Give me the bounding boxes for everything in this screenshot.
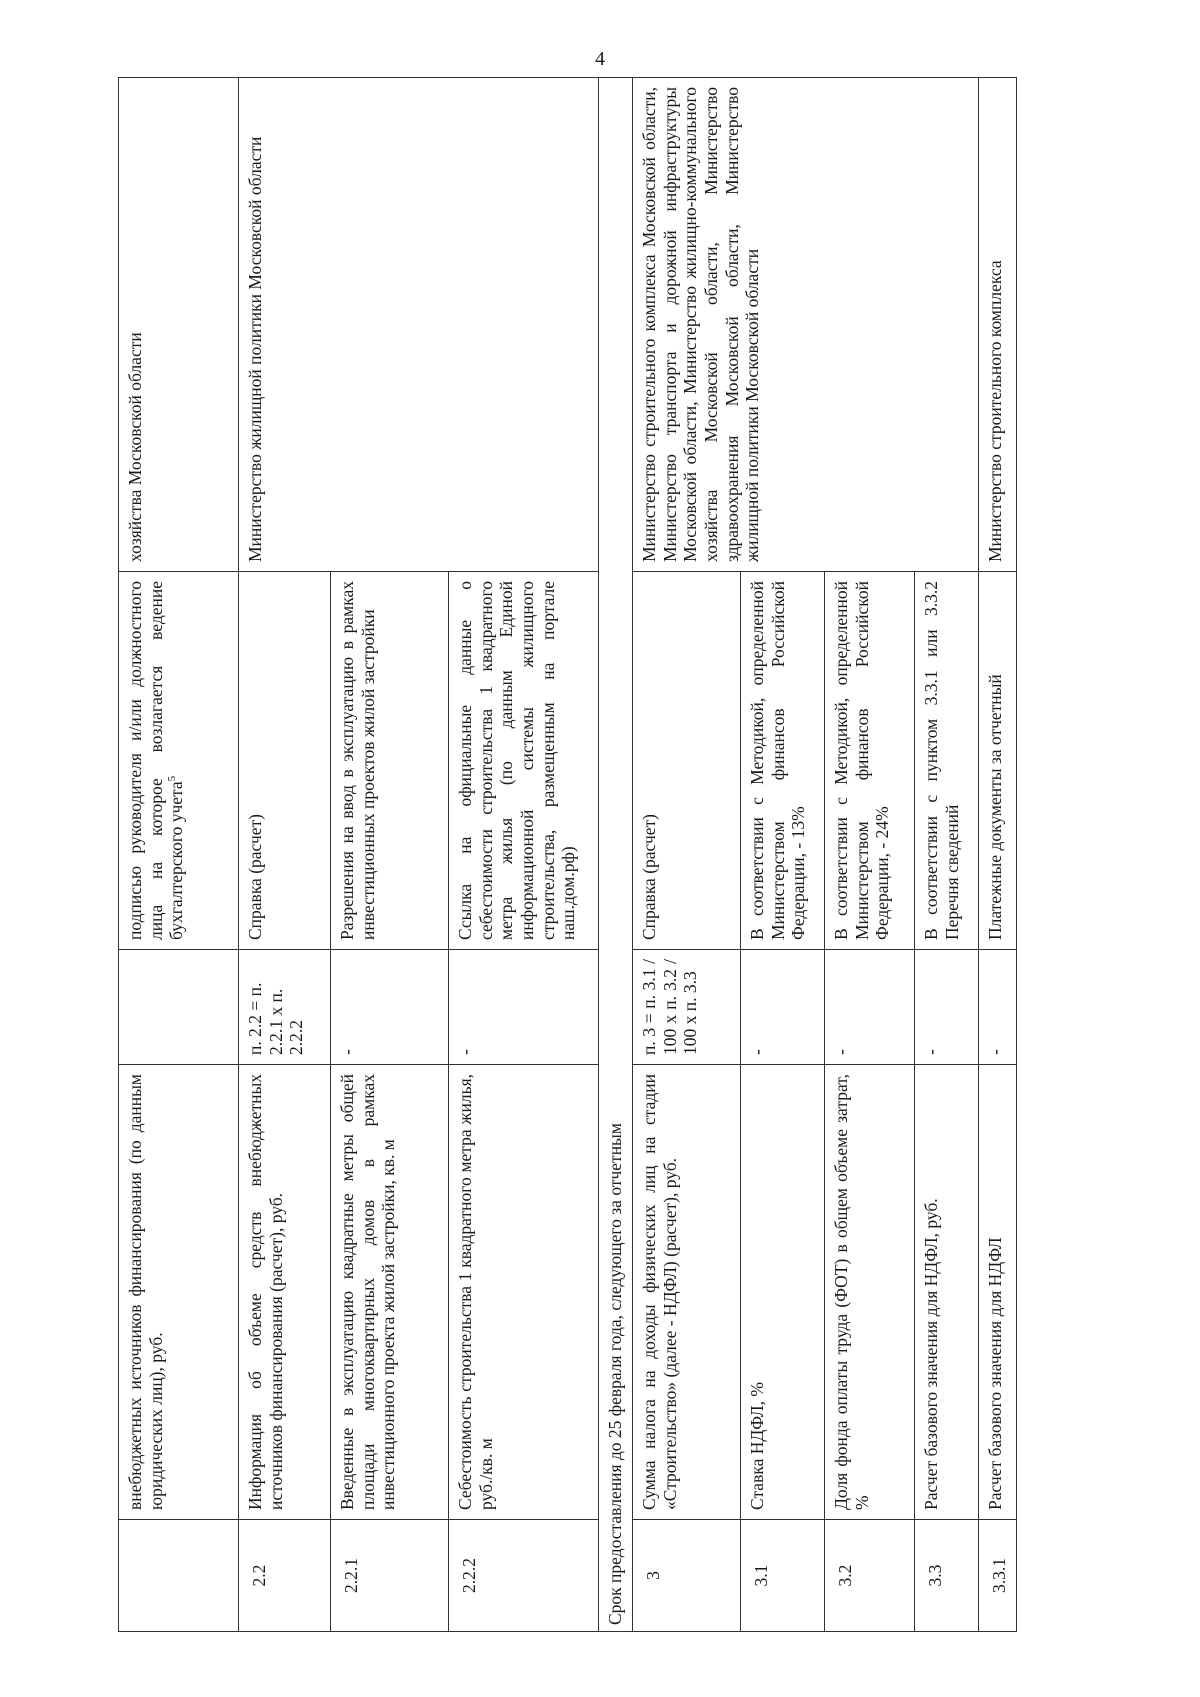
source-cell: Справка (расчет)	[633, 572, 741, 950]
indicator-name: внебюджетных источников финансирования (по данным юридических лиц), руб.	[119, 1065, 239, 1520]
source-cell: В соответствии с пунктом 3.3.1 или 3.3.2 Перечня сведений	[915, 572, 979, 950]
indicator-name: Информация об объеме средств внебюджетных источников финансирования (расчет), руб.	[239, 1065, 331, 1520]
row-number: 3.3	[915, 1520, 979, 1632]
table-row	[979, 78, 1017, 1632]
formula-cell: -	[449, 950, 599, 1065]
formula-cell: п. 3 = п. 3.1 / 100 x п. 3.2 / 100 x п. 3.3	[633, 950, 741, 1065]
page-number: 4	[595, 48, 605, 70]
source-cell: Справка (расчет)	[239, 572, 331, 950]
section-row	[599, 78, 633, 1632]
source-cell: В соответствии с Методикой, определенной Министерством финансов Российской Федерации, - 13%	[741, 572, 825, 950]
table-row	[119, 78, 239, 1632]
formula-cell	[119, 950, 239, 1065]
indicator-name: Введенные в эксплуатацию квадратные метры общей площади многоквартирных домов в рамках инвестиционного проекта жилой застройки, кв. м	[331, 1065, 449, 1520]
formula-cell: -	[979, 950, 1017, 1065]
source-cell: Ссылка на официальные данные о себестоимости строительства 1 квадратного метра жилья (по данным Единой информационной системы жилищного строительства, размещенным на портале наш.дом.рф)	[449, 572, 599, 950]
table-row	[633, 78, 741, 1632]
row-number: 3.2	[825, 1520, 915, 1632]
indicator-name: Сумма налога на доходы физических лиц на стадии «Строительство» (далее - НДФЛ) (расчет), руб.	[633, 1065, 741, 1520]
source-text: подписью руководителя и/или должностного лица на которое возлагается ведение бухгалтерского учета	[125, 581, 187, 940]
row-number: 2.2	[239, 1520, 331, 1632]
formula-cell: п. 2.2 = п. 2.2.1 x п. 2.2.2	[239, 950, 331, 1065]
formula-cell: -	[915, 950, 979, 1065]
rotated-table-container	[118, 78, 1148, 1632]
source-cell: Разрешения на ввод в эксплуатацию в рамках инвестиционных проектов жилой застройки	[331, 572, 449, 950]
org-cell: Министерство строительного комплекса Московской области, Министерство транспорта и дорожной инфраструктуры Московской области, Министерство жилищно-коммунального хозяйства Московской области, Министерство здравоохранения Московской области, Министерство жилищной политики Московской области	[633, 78, 979, 572]
org-cell: хозяйства Московской области	[119, 78, 239, 572]
org-cell: Министерство жилищной политики Московской области	[239, 78, 599, 572]
row-number	[119, 1520, 239, 1632]
source-cell: В соответствии с Методикой, определенной Министерством финансов Российской Федерации, - 24%	[825, 572, 915, 950]
indicator-name: Расчет базового значения для НДФЛ, руб.	[915, 1065, 979, 1520]
table-row	[239, 78, 331, 1632]
formula-cell: -	[825, 950, 915, 1065]
formula-cell: -	[741, 950, 825, 1065]
indicator-name: Себестоимость строительства 1 квадратного метра жилья, руб./кв. м	[449, 1065, 599, 1520]
row-number: 2.2.2	[449, 1520, 599, 1632]
formula-cell: -	[331, 950, 449, 1065]
org-cell: Министерство строительного комплекса	[979, 78, 1017, 572]
section-deadline-text: Срок предоставления до 25 февраля года, следующего за отчетным	[599, 78, 633, 1632]
row-number: 2.2.1	[331, 1520, 449, 1632]
data-table	[118, 77, 1017, 1632]
indicator-name: Доля фонда оплаты труда (ФОТ) в общем объеме затрат, %	[825, 1065, 915, 1520]
footnote-ref: 5	[166, 775, 179, 782]
indicator-name: Ставка НДФЛ, %	[741, 1065, 825, 1520]
row-number: 3.3.1	[979, 1520, 1017, 1632]
source-cell	[119, 572, 239, 950]
row-number: 3	[633, 1520, 741, 1632]
source-cell: Платежные документы за отчетный	[979, 572, 1017, 950]
row-number: 3.1	[741, 1520, 825, 1632]
indicator-name: Расчет базового значения для НДФЛ	[979, 1065, 1017, 1520]
